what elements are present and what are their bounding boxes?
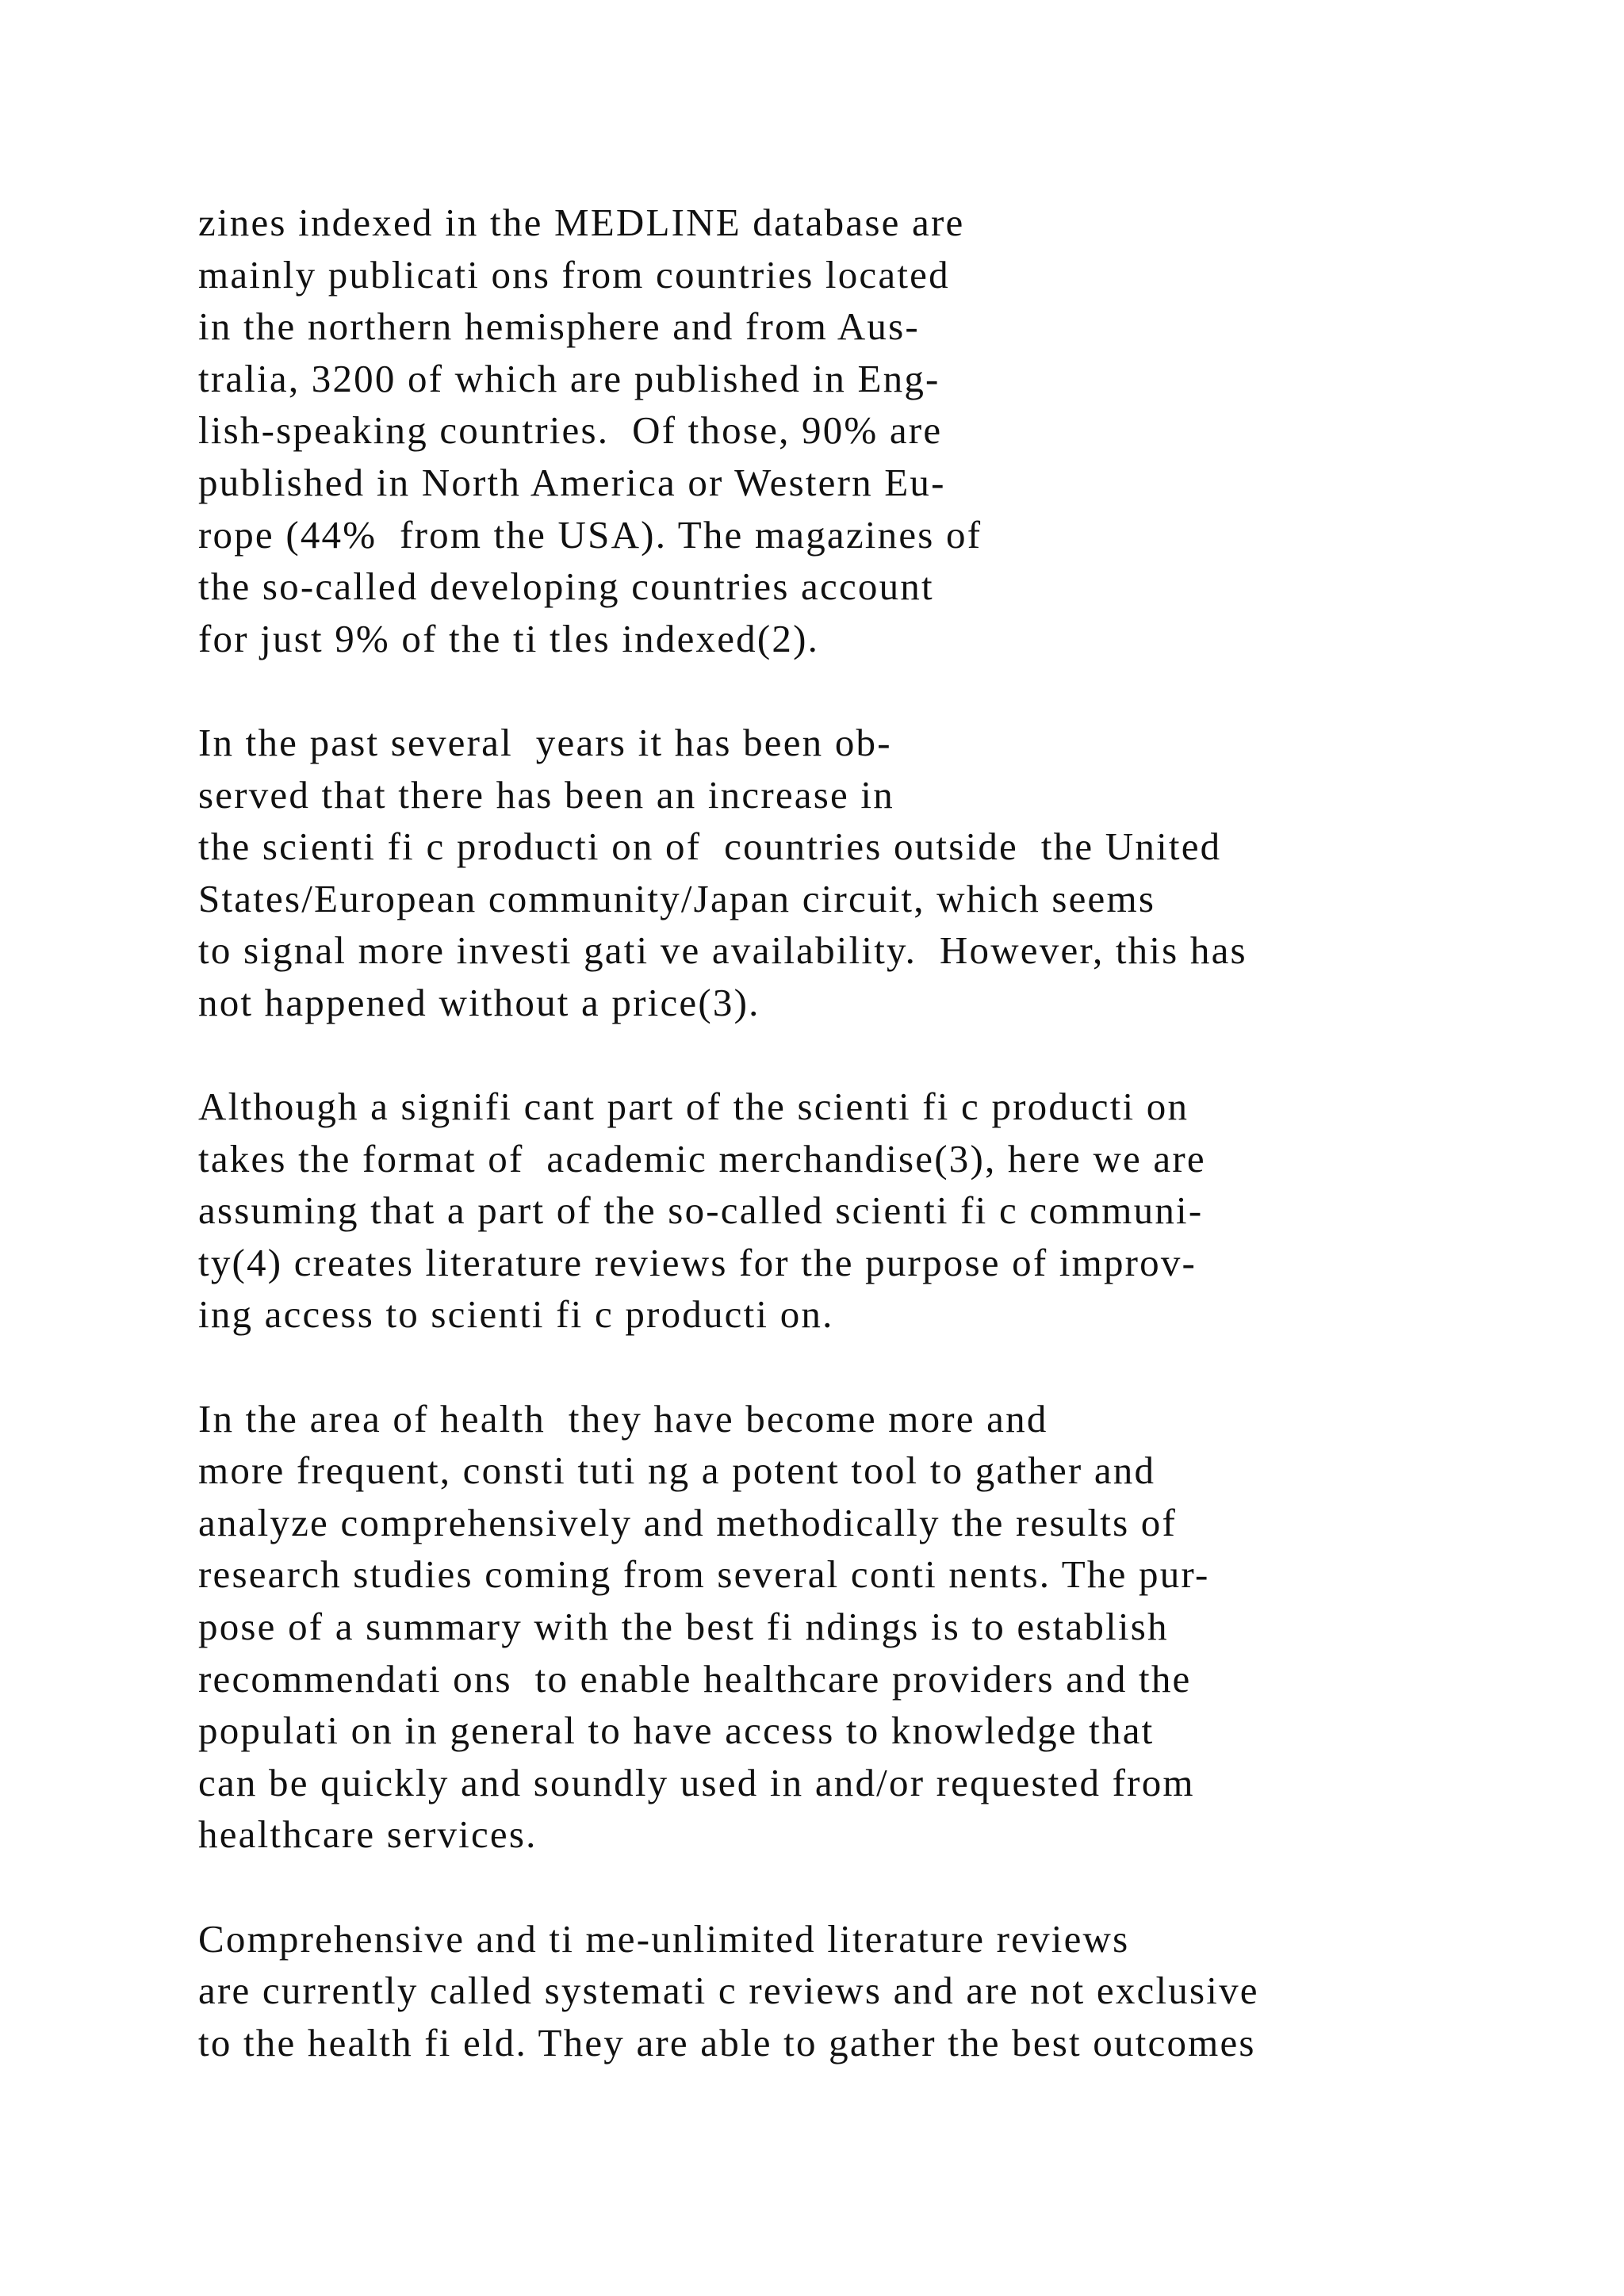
text-line: zines indexed in the MEDLINE database are <box>198 201 965 244</box>
text-line: assuming that a part of the so-called scienti fi c communi- <box>198 1188 1204 1233</box>
text-line: In the past several years it has been ob- <box>198 720 892 764</box>
paragraph-3 <box>198 1081 1610 1341</box>
text-line: analyze comprehensively and methodically the results of <box>198 1500 1178 1544</box>
text-line: published in North America or Western Eu- <box>198 460 946 504</box>
text-line: the so-called developing countries account <box>198 564 934 609</box>
text-line: lish-speaking countries. Of those, 90% are <box>198 408 943 453</box>
text-line: healthcare services. <box>198 1812 538 1857</box>
text-line: to signal more investi gati ve availability. However, this has <box>198 928 1247 973</box>
text-line: takes the format of academic merchandise(3), here we are <box>198 1136 1206 1181</box>
text-line: ty(4) creates literature reviews for the purpose of improv- <box>198 1240 1197 1284</box>
paragraph-1 <box>198 197 1610 664</box>
text-line: States/European community/Japan circuit, which seems <box>198 876 1156 920</box>
body-text <box>198 197 1610 2121</box>
text-line: tralia, 3200 of which are published in Eng- <box>198 356 940 400</box>
text-line: In the area of health they have become more and <box>198 1396 1048 1441</box>
text-line: the scienti fi c producti on of countries outside the United <box>198 825 1222 869</box>
text-line: populati on in general to have access to knowledge that <box>198 1709 1155 1753</box>
text-line: in the northern hemisphere and from Aus- <box>198 304 920 349</box>
text-line: research studies coming from several conti nents. The pur- <box>198 1552 1210 1597</box>
text-line: served that there has been an increase in <box>198 772 894 817</box>
text-line: Although a signifi cant part of the scienti fi c producti on <box>198 1085 1189 1129</box>
text-line: recommendati ons to enable healthcare providers and the <box>198 1656 1192 1701</box>
text-line: not happened without a price(3). <box>198 980 760 1024</box>
text-line: mainly publicati ons from countries located <box>198 252 950 297</box>
text-line: are currently called systemati c reviews and are not exclusive <box>198 1969 1259 2013</box>
paragraph-2 <box>198 717 1610 1029</box>
text-line: rope (44% from the USA). The magazines of <box>198 512 982 557</box>
text-line: more frequent, consti tuti ng a potent tool to gather and <box>198 1448 1156 1493</box>
text-line: to the health fi eld. They are able to gather the best outcomes <box>198 2020 1256 2064</box>
text-line: for just 9% of the ti tles indexed(2). <box>198 616 820 660</box>
text-line: Comprehensive and ti me-unlimited literature reviews <box>198 1916 1130 1961</box>
paragraph-5 <box>198 1913 1610 2069</box>
text-line: pose of a summary with the best fi ndings is to establish <box>198 1605 1169 1649</box>
text-line: can be quickly and soundly used in and/or requested from <box>198 1760 1195 1804</box>
paragraph-4 <box>198 1393 1610 1861</box>
text-line: ing access to scienti fi c producti on. <box>198 1292 834 1337</box>
